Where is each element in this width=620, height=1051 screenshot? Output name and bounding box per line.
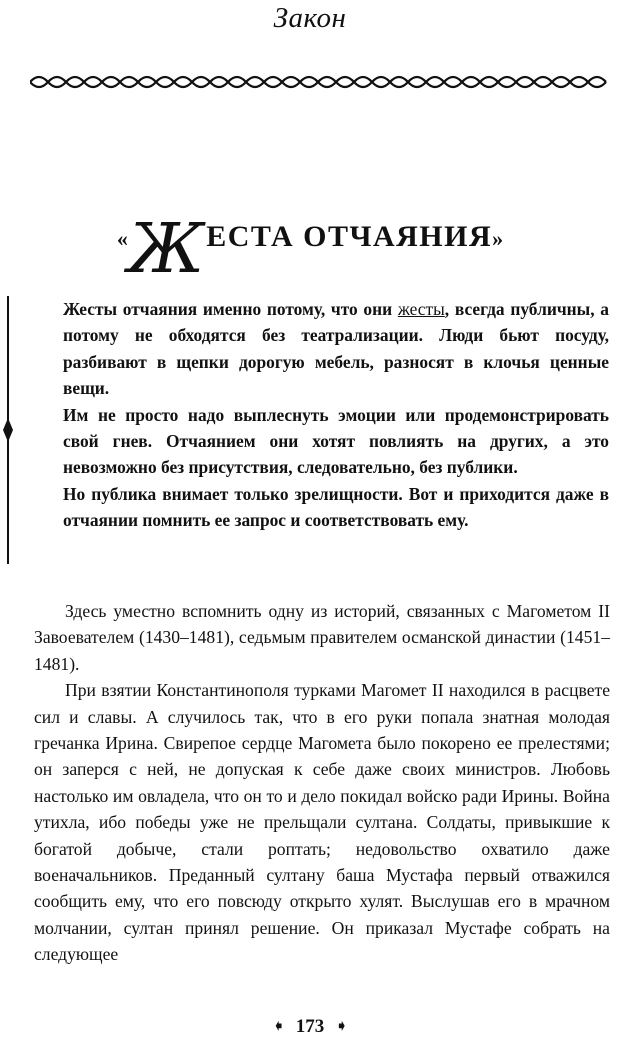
- term-link[interactable]: жесты: [397, 299, 445, 319]
- body-paragraph: При взятии Константинополя турками Магомет II находился в расцвете сил и славы. А случилось так, что в его руки попала знатная молодая гречанка Ирина. Свирепое сердце Магомета было покорено ее прелестями; он заперся с ней, не допуская к себе даже своих министров. Любовь настолько им овладела, что он то и дело покидал войско ради Ирины. Война утихла, ибо победы уже не прельщали султана. Солдаты, привыкшие к богатой добыче, стали роптать; недовольство охватило даже военачальников. Преданный султану баша Мустафа первый отважился сообщить ему, что его повсюду открыто хулят. Выслушав его в мрачном молчании, султан принял решение. Он приказал Мустафе собрать на следующее: [34, 680, 610, 965]
- epigraph-paragraph: [63, 296, 609, 402]
- title-open-quote: «: [116, 226, 128, 251]
- epigraph-text: , всегда публичны, а потому не обходятся без театрализации. Люди бьют посуду, разбивают в щепки дорогую мебель, разносят в клочья ценные вещи.: [63, 299, 609, 399]
- title-drop-initial: Ж: [127, 210, 205, 289]
- body-text: [34, 598, 610, 968]
- epigraph-paragraph: Но публика внимает только зрелищности. Вот и приходится даже в отчаянии помнить ее запрос и соответствовать ему.: [63, 483, 609, 531]
- wavy-ornament-rule: [30, 70, 608, 94]
- epigraph-paragraph: Им не просто надо выплеснуть эмоции или продемонстрировать свой гнев. Отчаянием они хотят повлиять на других, а это невозможно без присутствия, следовательно, без публики.: [63, 404, 609, 478]
- running-head: Закон: [273, 2, 347, 34]
- epigraph-side-rule: [0, 296, 16, 564]
- page-number: [0, 1016, 620, 1038]
- chapter-title: [0, 210, 620, 289]
- title-close-quote: »: [492, 226, 504, 251]
- epigraph-text: Жесты отчаяния именно потому, что они: [63, 299, 398, 319]
- right-arrow-icon: ➧: [335, 1016, 349, 1035]
- body-paragraph: Здесь уместно вспомнить одну из историй, связанных с Магометом II Завоевателем (1430–1481), седьмым правителем османской династии (1451–1481).: [34, 601, 610, 674]
- page-number-value: 173: [295, 1016, 325, 1037]
- left-arrow-icon: ➧: [271, 1016, 285, 1035]
- title-text: ЕСТА ОТЧАЯНИЯ: [206, 220, 493, 253]
- epigraph: [63, 296, 609, 534]
